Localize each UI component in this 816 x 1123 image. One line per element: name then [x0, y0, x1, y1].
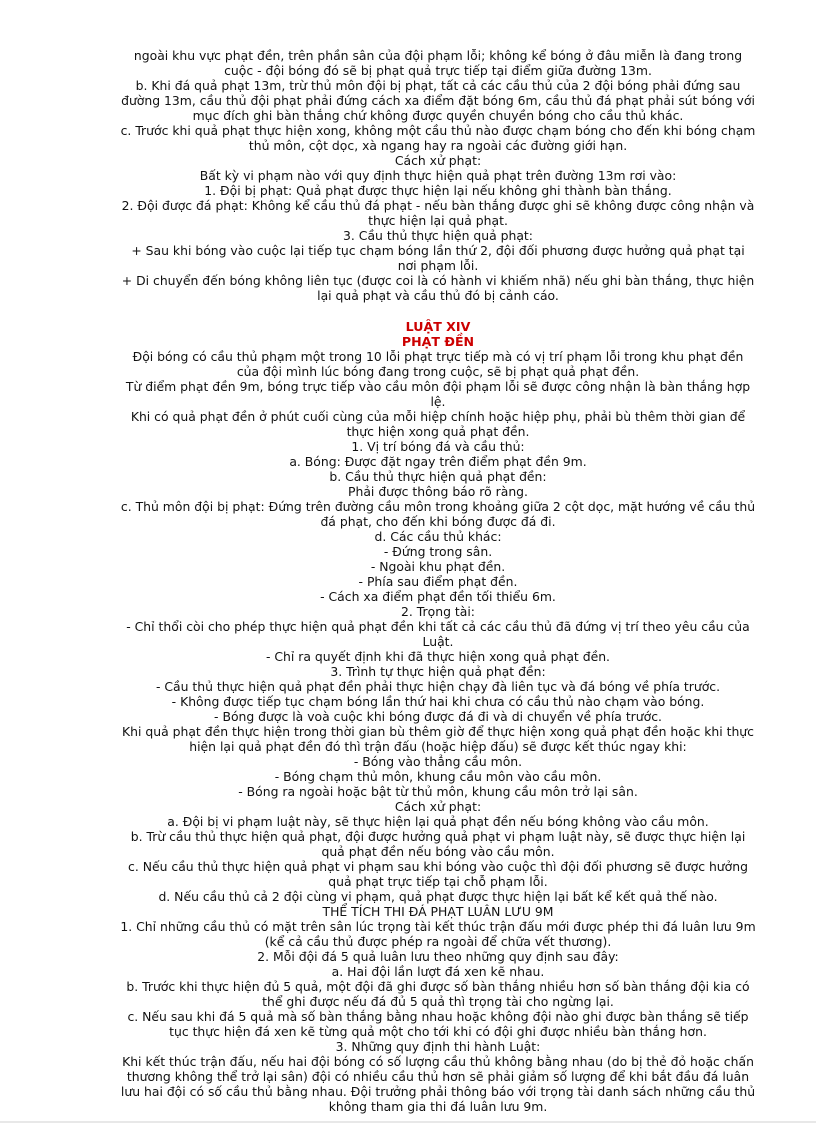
paragraph: 1. Vị trí bóng đá và cầu thủ: — [351, 439, 525, 454]
paragraph: - Chỉ ra quyết định khi đã thực hiện xong quả phạt đền. — [265, 649, 610, 664]
paragraph: Khi kết thúc trận đấu, nếu hai đội bóng có số lượng cầu thủ không bằng nhau (do bị thẻ đỏ hoặc chấn thương không thể trở lại sân) đội có nhiều cầu thủ hơn sẽ phải giảm số lượng để khi bắt đầu đá luân lưu hai đội có số cầu thủ bằng nhau. Đội trưởng phải thông báo với trọng tài danh sách những cầu thủ không tham gia thi đá luân lưu 9m. — [120, 1054, 756, 1114]
paragraph: - Chỉ thổi còi cho phép thực hiện quả phạt đền khi tất cả các cầu thủ đã đứng vị trí theo yêu cầu của Luật. — [126, 619, 750, 649]
paragraph: c. Nếu cầu thủ thực hiện quả phạt vi phạm sau khi bóng vào cuộc thì đội đối phương sẽ được hưởng quả phạt trực tiếp tại chỗ phạm lỗi. — [128, 859, 748, 889]
paragraph: - Ngoài khu phạt đền. — [370, 559, 506, 574]
paragraph: + Di chuyển đến bóng không liên tục (được coi là có hành vi khiếm nhã) nếu ghi bàn thắng, thực hiện lại quả phạt và cầu thủ đó bị cảnh cáo. — [121, 273, 755, 303]
paragraph: 2. Trọng tài: — [401, 604, 475, 619]
spacer — [120, 303, 756, 319]
paragraph: b. Cầu thủ thực hiện quả phạt đền: — [329, 469, 547, 484]
paragraph: THỂ TÍCH THI ĐÁ PHẠT LUÂN LƯU 9M — [322, 904, 554, 919]
paragraph: Cách xử phạt: — [394, 153, 482, 168]
paragraph: - Cầu thủ thực hiện quả phạt đền phải thực hiện chạy đà liên tục và đá bóng về phía trước. — [155, 679, 721, 694]
paragraph: d. Nếu cầu thủ cả 2 đội cùng vi phạm, quả phạt được thực hiện lại bất kể kết quả thế nào. — [158, 889, 718, 904]
paragraph: + Sau khi bóng vào cuộc lại tiếp tục chạm bóng lần thứ 2, đội đối phương được hưởng quả phạt tại nơi phạm lỗi. — [131, 243, 745, 273]
paragraph: Cách xử phạt: — [394, 799, 482, 814]
paragraph: - Đứng trong sân. — [383, 544, 493, 559]
section-penalty-13m — [120, 48, 756, 303]
paragraph: Đội bóng có cầu thủ phạm một trong 10 lỗi phạt trực tiếp mà có vị trí phạm lỗi trong khu phạt đền của đội mình lúc bóng đang trong cuộc, sẽ bị phạt quả phạt đền. — [132, 349, 744, 379]
paragraph: 3. Những quy định thi hành Luật: — [335, 1039, 541, 1054]
paragraph: a. Bóng: Được đặt ngay trên điểm phạt đền 9m. — [289, 454, 587, 469]
paragraph: - Phía sau điểm phạt đền. — [358, 574, 518, 589]
law-title-heading: PHẠT ĐỀN — [401, 334, 475, 349]
paragraph: 2. Đội được đá phạt: Không kể cầu thủ đá phạt - nếu bàn thắng được ghi sẽ không được công nhận và thực hiện lại quả phạt. — [121, 198, 755, 228]
paragraph: Bất kỳ vi phạm nào với quy định thực hiện quả phạt trên đường 13m rơi vào: — [199, 168, 677, 183]
paragraph: b. Trước khi thực hiện đủ 5 quả, một đội đã ghi được số bàn thắng nhiều hơn số bàn thắng đội kia có thể ghi được nếu đá đủ 5 quả thì trọng tài cho ngừng lại. — [126, 979, 750, 1009]
paragraph: - Cách xa điểm phạt đền tối thiểu 6m. — [320, 589, 556, 604]
paragraph: b. Trừ cầu thủ thực hiện quả phạt, đội được hưởng quả phạt vi phạm luật này, sẽ được thực hiện lại quả phạt đền nếu bóng vào cầu môn. — [130, 829, 746, 859]
paragraph: c. Nếu sau khi đá 5 quả mà số bàn thắng bằng nhau hoặc không đội nào ghi được bàn thắng sẽ tiếp tục thực hiện đá xen kẽ từng quả một cho tới khi có đội ghi được nhiều bàn thắng hơn. — [127, 1009, 749, 1039]
paragraph: - Bóng chạm thủ môn, khung cầu môn vào cầu môn. — [274, 769, 602, 784]
paragraph: - Không được tiếp tục chạm bóng lần thứ hai khi chưa có cầu thủ nào chạm vào bóng. — [171, 694, 705, 709]
document-page — [120, 48, 756, 1114]
paragraph: 1. Chỉ những cầu thủ có mặt trên sân lúc trọng tài kết thúc trận đấu mới được phép thi đá luân lưu 9m (kể cả cầu thủ được phép ra ngoài để chữa vết thương). — [120, 919, 756, 949]
paragraph: 1. Đội bị phạt: Quả phạt được thực hiện lại nếu không ghi thành bàn thắng. — [204, 183, 672, 198]
paragraph: Khi quả phạt đền thực hiện trong thời gian bù thêm giờ để thực hiện xong quả phạt đền hoặc khi thực hiện lại quả phạt đền đó thì trận đấu (hoặc hiệp đấu) sẽ được kết thúc ngay khi: — [122, 724, 754, 754]
paragraph: 2. Mỗi đội đá 5 quả luân lưu theo những quy định sau đây: — [257, 949, 619, 964]
paragraph: a. Đội bị vi phạm luật này, sẽ thực hiện lại quả phạt đền nếu bóng không vào cầu môn. — [167, 814, 709, 829]
section-penalty-kick — [120, 349, 756, 1114]
paragraph: b. Khi đá quả phạt 13m, trừ thủ môn đội bị phạt, tất cả các cầu thủ của 2 đội bóng phải đứng sau đường 13m, cầu thủ đội phạt phải đứng cách xa điểm đặt bóng 6m, cầu thủ đá phạt phải sút bóng với mục đích ghi bàn thắng chứ không được quyền chuyền bóng cho cầu thủ khác. — [121, 78, 755, 123]
paragraph: ngoài khu vực phạt đền, trên phần sân của đội phạm lỗi; không kể bóng ở đâu miễn là đang trong cuộc - đội bóng đó sẽ bị phạt quả trực tiếp tại điểm giữa đường 13m. — [133, 48, 743, 78]
paragraph: Phải được thông báo rõ ràng. — [348, 484, 528, 499]
paragraph: 3. Cầu thủ thực hiện quả phạt: — [343, 228, 533, 243]
paragraph: a. Hai đội lần lượt đá xen kẽ nhau. — [331, 964, 545, 979]
paragraph: c. Thủ môn đội bị phạt: Đứng trên đường cầu môn trong khoảng giữa 2 cột dọc, mặt hướng về cầu thủ đá phạt, cho đến khi bóng được đá đi. — [120, 499, 756, 529]
paragraph: d. Các cầu thủ khác: — [374, 529, 502, 544]
paragraph: Từ điểm phạt đền 9m, bóng trực tiếp vào cầu môn đội phạm lỗi sẽ được công nhận là bàn thắng hợp lệ. — [125, 379, 751, 409]
paragraph: 3. Trình tự thực hiện quả phạt đền: — [330, 664, 546, 679]
paragraph: - Bóng được là voà cuộc khi bóng được đá đi và di chuyển về phía trước. — [214, 709, 662, 724]
law-number-heading: LUẬT XIV — [405, 319, 471, 334]
paragraph: Khi có quả phạt đền ở phút cuối cùng của mỗi hiệp chính hoặc hiệp phụ, phải bù thêm thời gian để thực hiện xong quả phạt đền. — [130, 409, 746, 439]
paragraph: c. Trước khi quả phạt thực hiện xong, không một cầu thủ nào được chạm bóng cho đến khi bóng chạm thủ môn, cột dọc, xà ngang hay ra ngoài các đường giới hạn. — [120, 123, 756, 153]
paragraph: - Bóng vào thẳng cầu môn. — [353, 754, 523, 769]
paragraph: - Bóng ra ngoài hoặc bật từ thủ môn, khung cầu môn trở lại sân. — [238, 784, 638, 799]
